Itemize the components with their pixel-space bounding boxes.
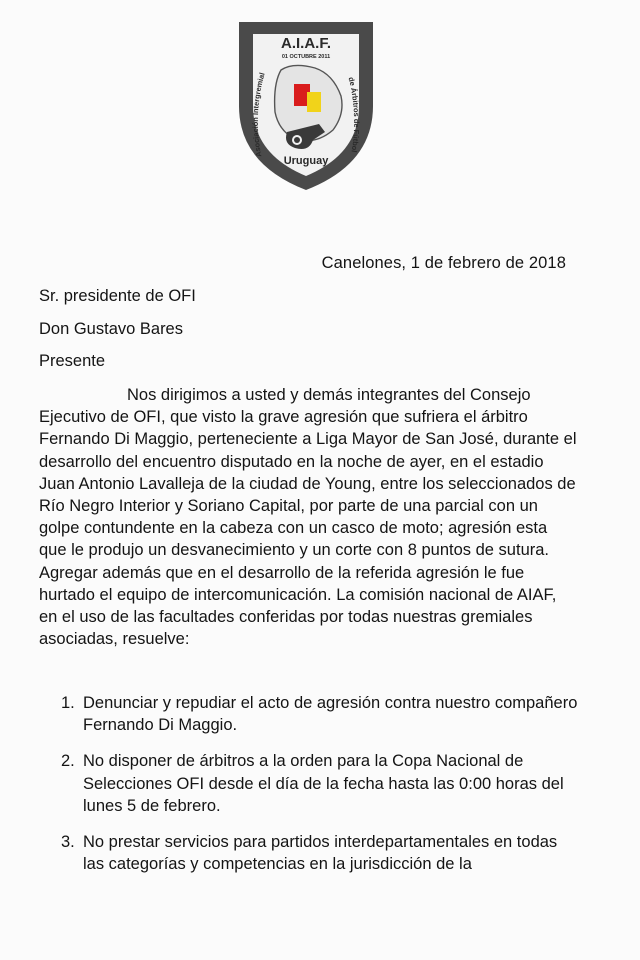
resolutions-list: [39, 692, 579, 889]
letter-date: Canelones, 1 de febrero de 2018: [321, 254, 566, 272]
letter-body-text: Nos dirigimos a usted y demás integrantes del Consejo Ejecutivo de OFI, que visto la grave agresión que sufriera el árbitro Fernando Di Maggio, perteneciente a Liga Mayor de San José, durante el desarrollo del encuentro disputado en la noche de ayer, en el estadio Juan Antonio Lavalleja de la ciudad de Young, entre los seleccionados de Río Negro Interior y Soriano Capital, por parte de una parcial con un golpe contundente en la cabeza con un casco de moto; agresión esta que le produjo un desvanecimiento y un corte con 8 puntos de sutura. Agregar además que en el desarrollo de la referida agresión le fue hurtado el equipo de intercomunicación. La comisión nacional de AIAF, en el uso de las facultades conferidas por todas nuestras gremiales asociadas, resuelve:: [39, 386, 577, 649]
list-item-text: No prestar servicios para partidos interdepartamentales en todas las categorías y competencias en la jurisdicción de la: [83, 833, 558, 874]
logo-acronym: A.I.A.F.: [280, 35, 332, 52]
list-item-text: Denunciar y repudiar el acto de agresión contra nuestro compañero Fernando Di Maggio.: [83, 694, 578, 735]
salutation-recipient: Sr. presidente de OFI: [39, 287, 196, 305]
list-item-number: 2.: [61, 752, 75, 771]
aiaf-shield-icon: [233, 14, 379, 194]
aiaf-logo: [233, 14, 379, 194]
yellow-card-icon: [307, 92, 321, 112]
salutation-name: Don Gustavo Bares: [39, 320, 183, 338]
list-item-number: 1.: [61, 694, 75, 712]
logo-country: Uruguay: [283, 155, 329, 167]
list-item: [39, 692, 579, 736]
logo-right-arc-text: de Árbitros de Fútbol: [346, 76, 362, 154]
list-item: [39, 831, 579, 875]
letter-body-paragraph: [39, 384, 579, 650]
list-item: [39, 750, 579, 817]
list-item-number: 3.: [61, 833, 75, 852]
logo-founded: 01 OCTUBRE 2011: [281, 54, 331, 60]
salutation-presente: Presente: [39, 352, 106, 370]
list-item-text: No disponer de árbitros a la orden para la Copa Nacional de Selecciones OFI desde el día de la fecha hasta las 0:00 horas del lunes 5 de febrero.: [83, 752, 564, 815]
logo-left-arc-text: Asociación Intergremial: [250, 71, 267, 158]
